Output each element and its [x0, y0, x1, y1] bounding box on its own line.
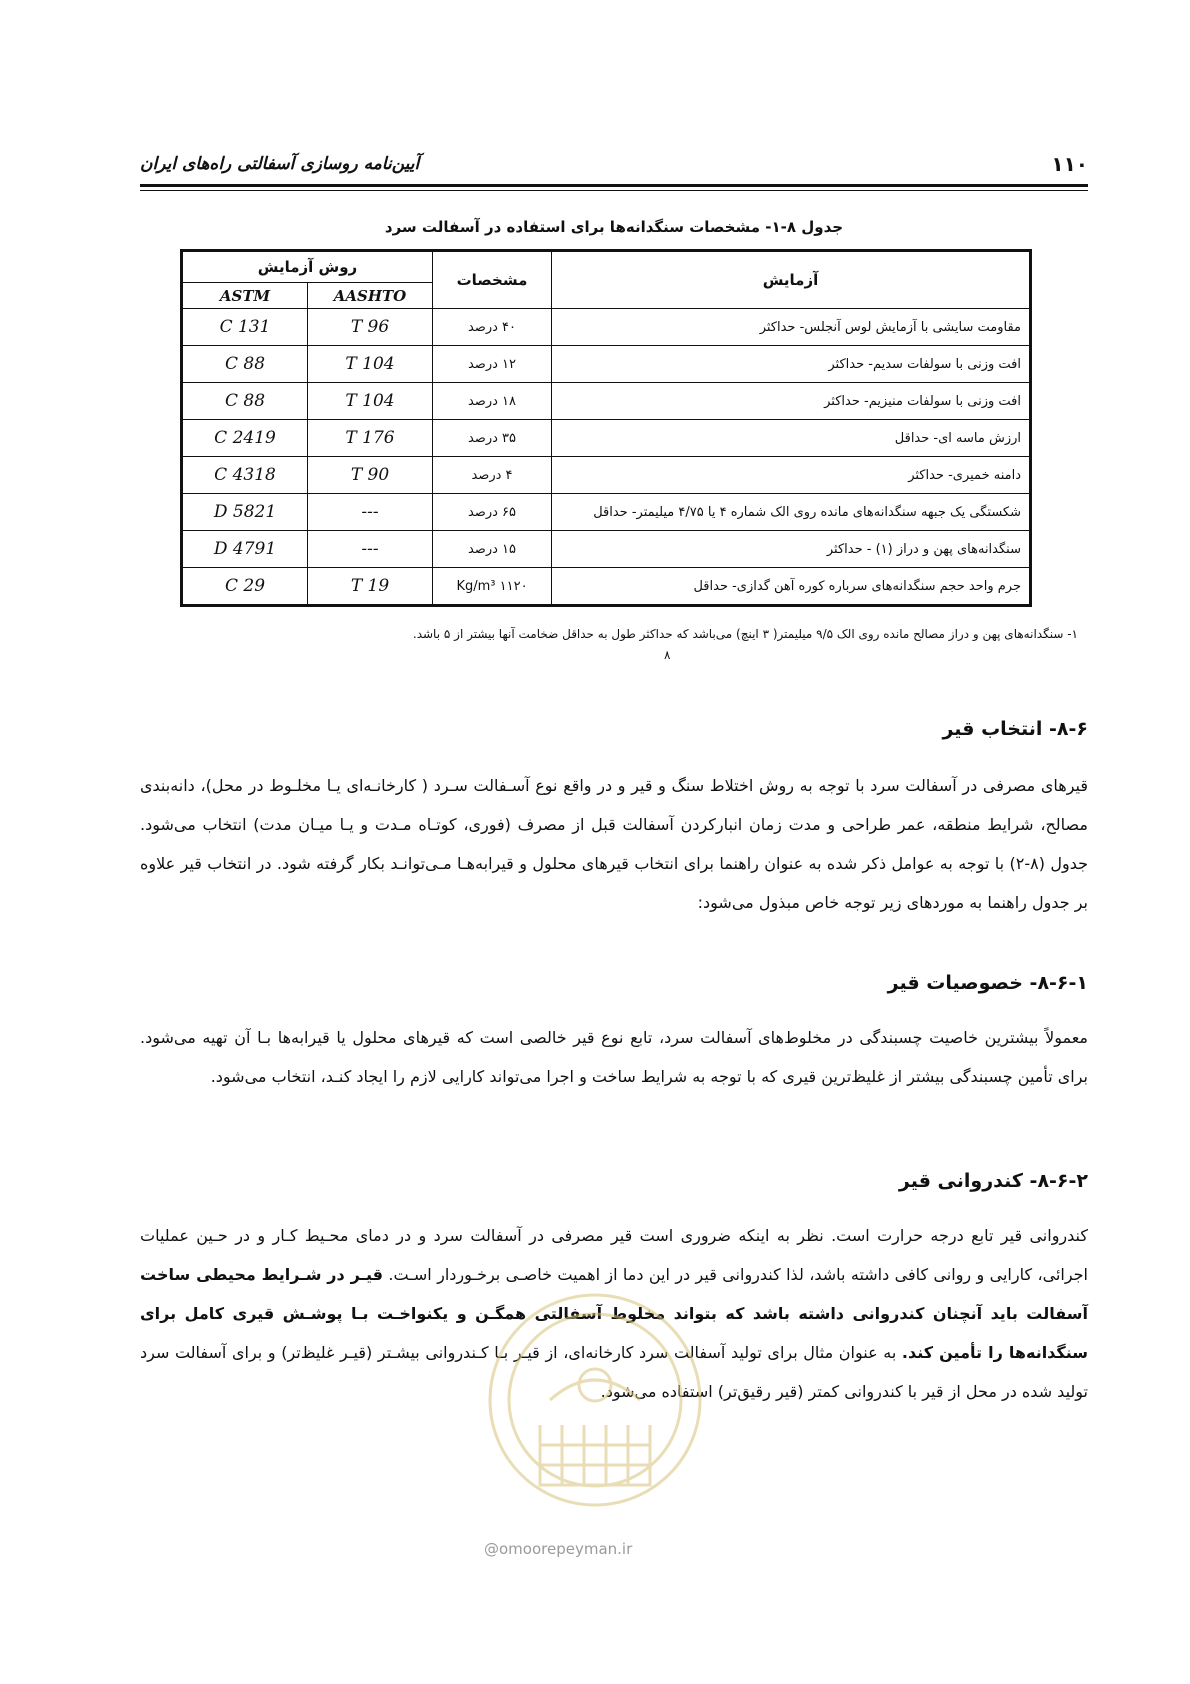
cell-test: شکستگی یک جبهه سنگدانه‌های مانده روی الک شماره ۴ یا ۴/۷۵ میلیمتر- حداقل	[552, 494, 1031, 531]
header-test: آزمایش	[552, 251, 1031, 309]
cell-astm: C 131	[182, 309, 308, 346]
page-number: ۱۱۰	[1051, 152, 1088, 176]
cell-test: جرم واحد حجم سنگدانه‌های سرباره کوره آهن گدازی- حداقل	[552, 568, 1031, 606]
section-body-bitumen-selection: قیرهای مصرفی در آسفالت سرد با توجه به روش اختلاط سنگ و قیر و در واقع نوع آسـفالت سـرد ( کارخانـه‌ای یـا مخلـوط در محل)، دانه‌بندی مصالح، شرایط منطقه، عمر طراحی و مدت زمان انبارکردن آسفالت قبل از مصرف (فوری، کوتـاه مـدت و یـا میـان مدت) انتخاب می‌شود. جدول (۸-۲) با توجه به عوامل ذکر شده به عنوان راهنما برای انتخاب قیرهای محلول و قیرابه‌هـا مـی‌توانـد بکار گرفته شود. در انتخاب قیر علاوه بر جدول راهنما به موردهای زیر توجه خاص مبذول می‌شود:	[140, 776, 1089, 912]
header-astm: ASTM	[182, 283, 308, 309]
table-row	[182, 420, 1031, 457]
viscosity-text-end: به عنوان مثال برای تولید آسفالت سرد کارخانه‌ای، از قیـر بـا کـندروانی بیشـتر (قیـر غلیظ‌تر) و برای آسفالت سرد تولید شده در محل از قیر با کندروانی کمتر (قیر رقیق‌تر) استفاده می‌شود.	[140, 1343, 1088, 1401]
running-title: آیین‌نامه روسازی آسفالتی راه‌های ایران	[140, 154, 420, 174]
cell-astm: C 4318	[182, 457, 308, 494]
cell-aashto: T 90	[308, 457, 433, 494]
cell-spec: ۴۰ درصد	[433, 309, 552, 346]
cell-aashto: T 104	[308, 346, 433, 383]
footnote-fraction-denominator: ۸	[664, 648, 671, 662]
cell-spec: ۶۵ درصد	[433, 494, 552, 531]
table-row	[182, 383, 1031, 420]
section-heading-bitumen-properties: ۸-۶-۱- خصوصیات قیر	[887, 972, 1088, 994]
cell-test: سنگدانه‌های پهن و دراز (۱) - حداکثر	[552, 531, 1031, 568]
header-rule-thick	[140, 184, 1088, 187]
cell-astm: C 88	[182, 383, 308, 420]
cell-test: افت وزنی با سولفات سدیم- حداکثر	[552, 346, 1031, 383]
cell-spec: ۳۵ درصد	[433, 420, 552, 457]
cell-astm: C 29	[182, 568, 308, 606]
cell-spec: ۱۱۲۰ Kg/m³	[433, 568, 552, 606]
viscosity-text-bold: قیـر در شـرایط محیطی ساخت آسفالت باید آنچنان کندروانی داشته باشد که بتواند مخلوط آسفالتی همگـن و یکنواخـت بـا پوشـش قیری کامل برای سنگدانه‌ها را تأمین کند.	[140, 1265, 1088, 1362]
watermark-text: @omoorepeyman.ir	[484, 1540, 633, 1558]
aggregate-spec-table	[180, 249, 1032, 607]
header-spec: مشخصات	[433, 251, 552, 309]
cell-astm: C 88	[182, 346, 308, 383]
cell-aashto: T 104	[308, 383, 433, 420]
cell-test: مقاومت سایشی با آزمایش لوس آنجلس- حداکثر	[552, 309, 1031, 346]
cell-spec: ۱۵ درصد	[433, 531, 552, 568]
table-row	[182, 457, 1031, 494]
header-aashto: AASHTO	[308, 283, 433, 309]
cell-astm: D 4791	[182, 531, 308, 568]
viscosity-text-start: کندروانی قیر تابع درجه حرارت است. نظر به اینکه ضروری است قیر مصرفی در آسفالت سرد و در دمای محـیط کـار و در حـین عملیات اجرائی، کارایی و روانی کافی داشته باشد، لذا کندروانی قیر در این دما از اهمیت خاصـی برخـوردار اسـت.	[140, 1226, 1089, 1284]
header-rule-thin	[140, 190, 1088, 191]
cell-spec: ۱۲ درصد	[433, 346, 552, 383]
cell-test: دامنه خمیری- حداکثر	[552, 457, 1031, 494]
section-body-bitumen-viscosity	[140, 1216, 1088, 1411]
table-footnote: ۱- سنگدانه‌های پهن و دراز مصالح مانده روی الک ۹/۵ میلیمتر( ۳ اینچ) می‌باشد که حداکثر طول به حداقل ضخامت آنها بیشتر از ۵ باشد.	[412, 627, 1078, 641]
cell-aashto: ---	[308, 531, 433, 568]
page-header	[140, 148, 1088, 192]
cell-test: ارزش ماسه ای- حداقل	[552, 420, 1031, 457]
table-row	[182, 568, 1031, 606]
table-row	[182, 346, 1031, 383]
section-heading-bitumen-selection: ۸-۶- انتخاب قیر	[942, 718, 1088, 740]
cell-aashto: T 176	[308, 420, 433, 457]
table-row	[182, 309, 1031, 346]
cell-aashto: T 19	[308, 568, 433, 606]
section-heading-bitumen-viscosity: ۸-۶-۲- کندروانی قیر	[898, 1170, 1088, 1192]
table-row	[182, 531, 1031, 568]
cell-aashto: T 96	[308, 309, 433, 346]
header-method: روش آزمایش	[182, 251, 433, 283]
cell-astm: D 5821	[182, 494, 308, 531]
cell-test: افت وزنی با سولفات منیزیم- حداکثر	[552, 383, 1031, 420]
table-row	[182, 494, 1031, 531]
cell-spec: ۴ درصد	[433, 457, 552, 494]
section-body-bitumen-properties: معمولاً بیشترین خاصیت چسبندگی در مخلوط‌های آسفالت سرد، تابع نوع قیر خالصی است که قیرهای محلول یا قیرابه‌ها بـا آن تهیه می‌شود. برای تأمین چسبندگی بیشتر از غلیظ‌ترین قیری که با توجه به شرایط ساخت و اجرا می‌تواند کارایی لازم را ایجاد کنـد، انتخاب می‌شود.	[140, 1028, 1088, 1086]
cell-aashto: ---	[308, 494, 433, 531]
cell-astm: C 2419	[182, 420, 308, 457]
table-caption: جدول ۸-۱- مشخصات سنگدانه‌ها برای استفاده در آسفالت سرد	[384, 218, 844, 236]
cell-spec: ۱۸ درصد	[433, 383, 552, 420]
